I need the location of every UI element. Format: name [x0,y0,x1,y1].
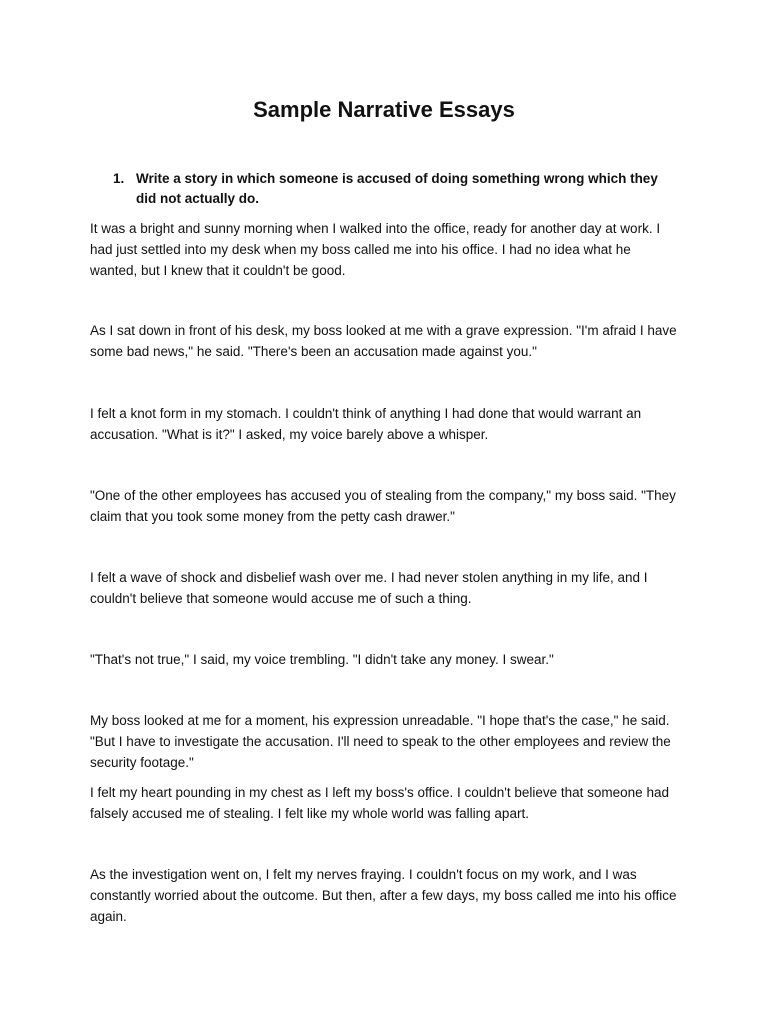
paragraph-4: "One of the other employees has accused you of stealing from the company," my boss said. "They claim that you took some money from the petty cash drawer." [90,488,676,524]
paragraph-8: I felt my heart pounding in my chest as I left my boss's office. I couldn't believe that someone had falsely accused me of stealing. I felt like my whole world was falling apart. [90,785,669,821]
document-title: Sample Narrative Essays [253,97,515,122]
paragraph-6: "That's not true," I said, my voice trembling. "I didn't take any money. I swear." [90,652,554,667]
paragraph-7: My boss looked at me for a moment, his expression unreadable. "I hope that's the case," he said. "But I have to investigate the accusation. I'll need to speak to the other employees and review the security footage." [90,713,671,770]
paragraph-3: I felt a knot form in my stomach. I couldn't think of anything I had done that would warrant an accusation. "What is it?" I asked, my voice barely above a whisper. [90,406,642,442]
paragraph-2: As I sat down in front of his desk, my boss looked at me with a grave expression. "I'm afraid I have some bad news," he said. "There's been an accusation made against you." [90,323,677,359]
prompt-number: 1. [113,171,125,186]
essay-prompt [113,169,673,209]
paragraph-9: As the investigation went on, I felt my nerves fraying. I couldn't focus on my work, and I was constantly worried about the outcome. But then, after a few days, my boss called me into his office again. [90,867,677,924]
paragraph-1: It was a bright and sunny morning when I walked into the office, ready for another day at work. I had just settled into my desk when my boss called me into his office. I had no idea what he wanted, but I knew that it couldn't be good. [90,221,661,278]
prompt-text: Write a story in which someone is accused of doing something wrong which they did not actually do. [136,171,658,206]
paragraph-5: I felt a wave of shock and disbelief wash over me. I had never stolen anything in my life, and I couldn't believe that someone would accuse me of such a thing. [90,570,648,606]
